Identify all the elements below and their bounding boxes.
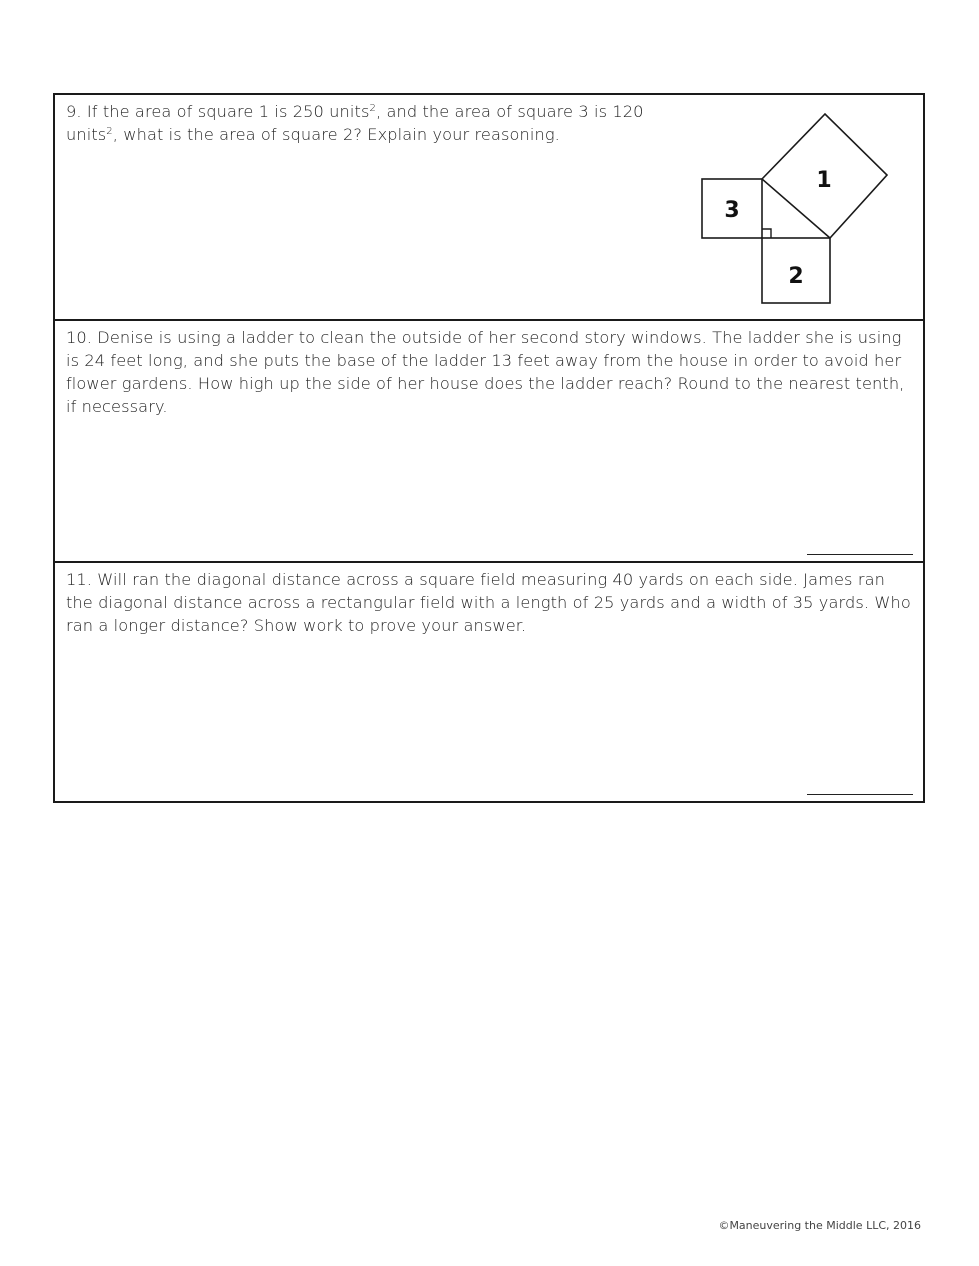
square-1-label: 1 [816,168,832,193]
square-3-label: 3 [724,198,740,223]
pythagorean-squares-diagram [700,109,900,309]
problem-11-text: 11. Will ran the diagonal distance across a square field measuring 40 yards on each side. James ran the diagonal distance across a rectangular field with a length of 25 yards and a width of 35 yards. Who ran a longer distance? Show work to prove your answer. [66,570,911,635]
square-2-label: 2 [788,264,804,289]
worksheet-table [53,93,925,803]
problem-number: 11. [66,570,93,589]
copyright-footer: ©Maneuvering the Middle LLC, 2016 [718,1219,921,1232]
problem-9 [55,95,923,321]
answer-blank[interactable] [807,794,913,795]
right-angle-marker [762,229,771,238]
problem-10-text: 10. Denise is using a ladder to clean the outside of her second story windows. The ladder she is using is 24 feet long, and she puts the base of the ladder 13 feet away from the house in order to avoid her flower gardens. How high up the side of her house does the ladder reach? Round to the nearest tenth, if necessary. [66,328,905,416]
answer-blank[interactable] [807,554,913,555]
problem-number: 9. [66,102,82,121]
problem-10 [55,321,923,563]
problem-11 [55,563,923,801]
problem-9-text: 9. If the area of square 1 is 250 units$^2$, and the area of square 3 is 120 units$^2$, what is the area of square 2? Explain your reasoning. [66,102,644,144]
problem-number: 10. [66,328,93,347]
